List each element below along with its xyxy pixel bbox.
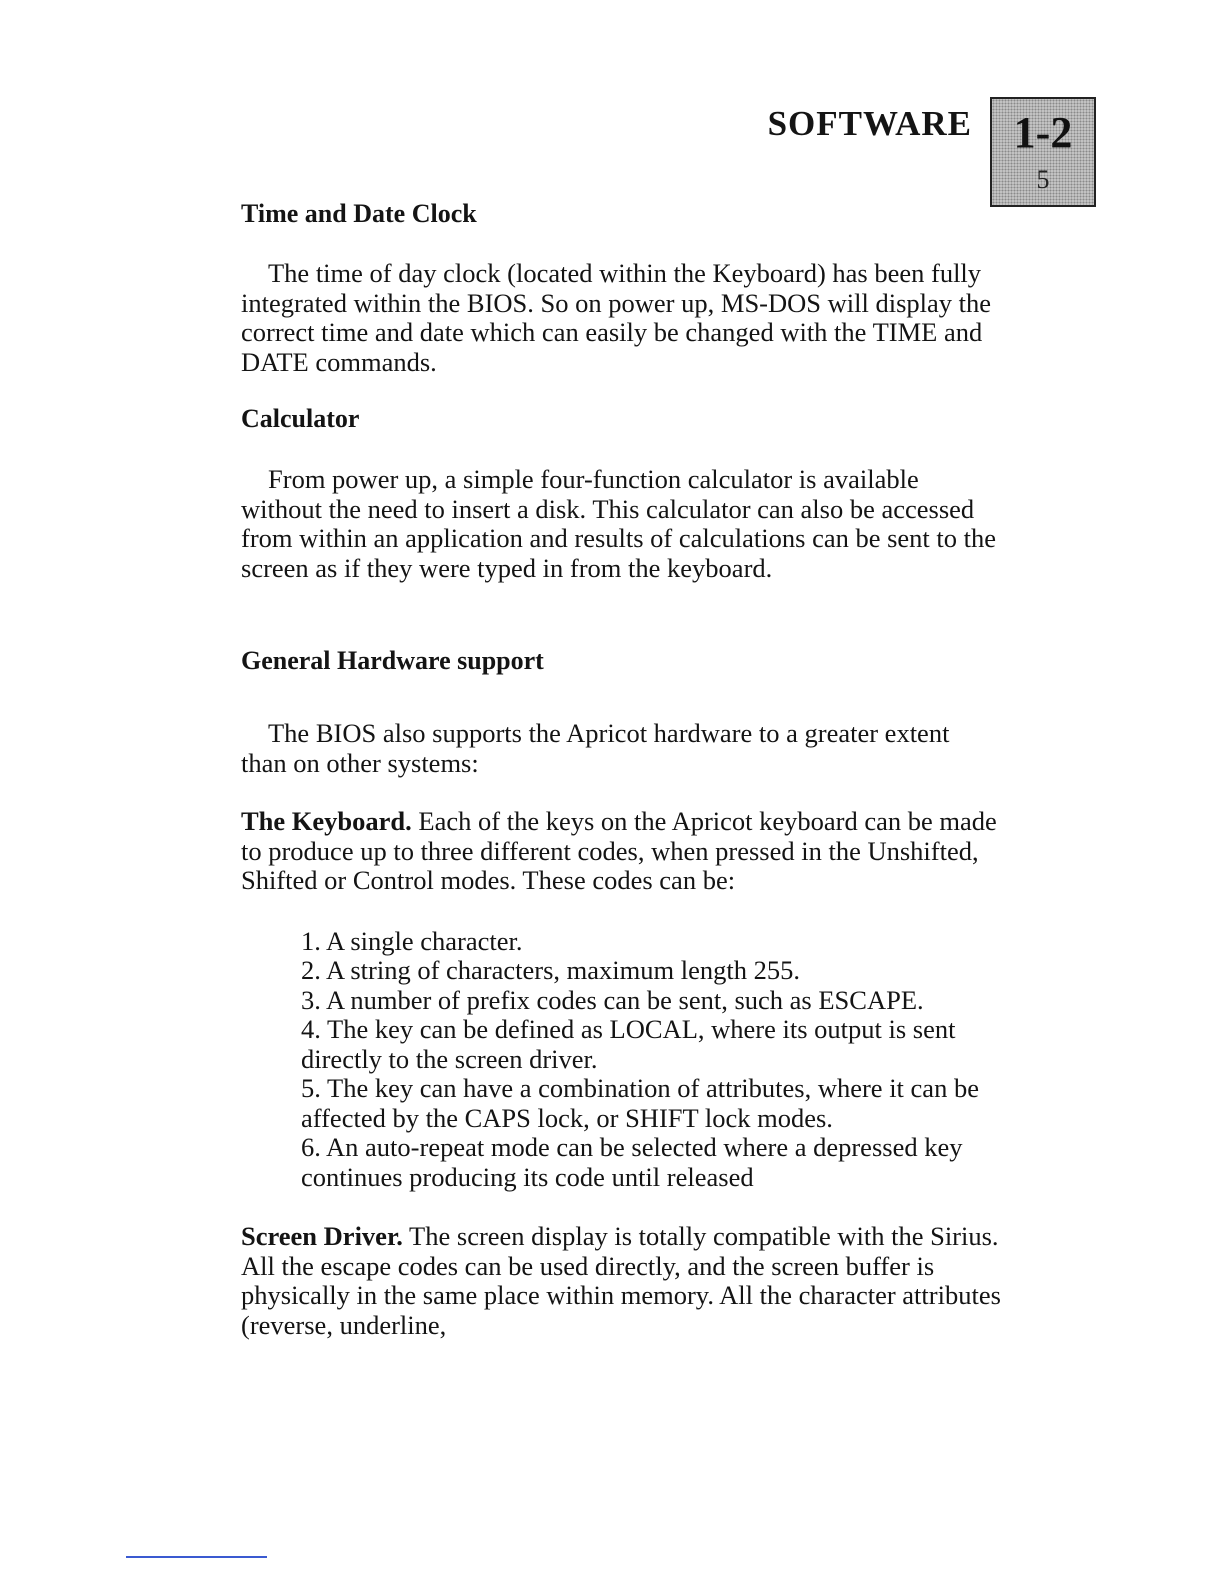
keyboard-lead: The Keyboard. [241,806,412,836]
heading-calculator: Calculator [241,404,360,433]
list-item: 5. The key can have a combination of attributes, where it can be affected by the CAPS lock, or SHIFT lock modes. [301,1073,979,1133]
paragraph-keyboard [241,807,1001,896]
screen-driver-body: The screen display is totally compatible with the Sirius. All the escape codes can be used directly, and the screen buffer is physically in the same place within memory. All the character attributes (reverse, underline, [241,1221,1001,1340]
footer-rule [126,1556,267,1558]
list-item: 6. An auto-repeat mode can be selected where a depressed key continues producing its code until released [301,1132,963,1192]
paragraph-general-hardware: The BIOS also supports the Apricot hardware to a greater extent than on other systems: [241,718,950,778]
section-tab [990,97,1096,207]
section-number: 1-2 [1013,108,1073,157]
keyboard-code-list [301,927,981,1193]
page-header-title: SOFTWARE [767,104,972,143]
list-item: 2. A string of characters, maximum length 255. [301,955,800,985]
paragraph-screen-driver [241,1222,1001,1340]
page-content [241,198,1001,1340]
screen-driver-lead: Screen Driver. [241,1221,403,1251]
paragraph-calculator: From power up, a simple four-function calculator is available without the need to insert a disk. This calculator can also be accessed from within an application and results of calculations can be sent to the screen as if they were typed in from the keyboard. [241,464,997,583]
page-number: 5 [1036,165,1050,194]
list-item: 4. The key can be defined as LOCAL, where its output is sent directly to the screen driver. [301,1014,956,1074]
paragraph-time-date-clock: The time of day clock (located within the Keyboard) has been fully integrated within the BIOS. So on power up, MS-DOS will display the correct time and date which can easily be changed with the TIME and DATE commands. [241,258,992,377]
heading-general-hardware: General Hardware support [241,646,544,675]
keyboard-body: Each of the keys on the Apricot keyboard can be made to produce up to three different codes, when pressed in the Unshifted, Shifted or Control modes. These codes can be: [241,806,997,895]
heading-time-date-clock: Time and Date Clock [241,199,477,228]
list-item: 1. A single character. [301,925,523,956]
list-item: 3. A number of prefix codes can be sent, such as ESCAPE. [301,984,924,1015]
